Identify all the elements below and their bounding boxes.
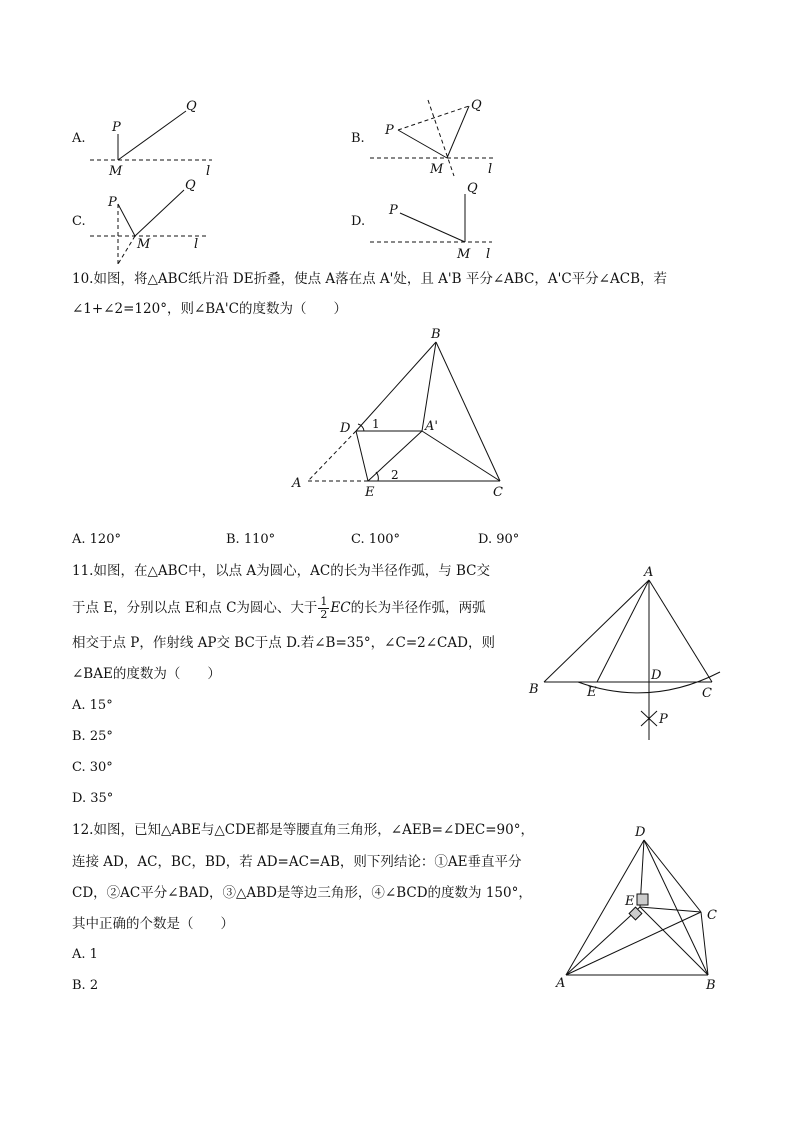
q11-text-line2a: 于点 E，分别以点 E和点 C为圆心、大于 (72, 600, 318, 616)
q10-d-label: D (340, 421, 351, 436)
q11-b-label: B (529, 682, 539, 697)
q9c-l-label: l (194, 237, 199, 252)
q9b-p-label: P (385, 123, 394, 138)
q9b-l-label: l (488, 162, 493, 177)
q9a-m-label: M (109, 164, 123, 179)
q11-d-label: D (651, 668, 662, 683)
q11-option-c[interactable]: C. 30° (72, 760, 113, 775)
q10-b-label: B (431, 327, 441, 342)
q10-a-label: A (292, 476, 302, 491)
q11-frac-num: 1 (320, 595, 328, 608)
q9d-q-label: Q (467, 181, 478, 196)
q9a-l-label: l (206, 164, 211, 179)
q10-text-line1: 10.如图，将△ABC纸片沿 DE折叠，使点 A落在点 A'处，且 A'B 平分∠ABC，A'C平分∠ACB，若 (72, 271, 667, 287)
q9d-m-label: M (457, 247, 471, 262)
q9-option-d-label: D. (351, 214, 366, 229)
q11-a-label: A (644, 565, 654, 580)
q11-option-d[interactable]: D. 35° (72, 791, 114, 806)
q9d-p-label: P (389, 203, 398, 218)
q9a-p-label: P (112, 120, 121, 135)
q12-option-a[interactable]: A. 1 (72, 947, 98, 962)
q12-text-line3: CD，②AC平分∠BAD，③△ABD是等边三角形，④∠BCD的度数为 150°， (72, 885, 532, 901)
q10-c-label: C (493, 485, 503, 500)
q10-option-c[interactable]: C. 100° (351, 532, 401, 547)
q12-c-label: C (707, 908, 717, 923)
q10-e-label: E (365, 485, 375, 500)
q10-a-prime-label: A' (425, 419, 438, 434)
q9a-q-label: Q (186, 99, 197, 114)
q12-text-line2: 连接 AD，AC，BC，BD，若 AD=AC=AB，则下列结论：①AE垂直平分 (72, 854, 522, 870)
q9c-p-label: P (108, 195, 117, 210)
q11-text-line4: ∠BAE的度数为（ ） (72, 666, 221, 682)
q10-angle2-label: 2 (391, 468, 399, 482)
q10-angle1-label: 1 (372, 417, 380, 431)
q10-option-b[interactable]: B. 110° (226, 532, 276, 547)
q12-option-b[interactable]: B. 2 (72, 978, 99, 993)
q12-b-label: B (706, 978, 716, 993)
q11-frac-den: 2 (320, 608, 328, 621)
q9-option-b-label: B. (351, 131, 365, 146)
q11-text-line3: 相交于点 P，作射线 AP交 BC于点 D.若∠B=35°，∠C=2∠CAD，则 (72, 635, 495, 651)
q11-text-line1: 11.如图，在△ABC中，以点 A为圆心，AC的长为半径作弧，与 BC交 (72, 563, 491, 579)
q9b-m-label: M (430, 162, 444, 177)
q12-d-label: D (635, 825, 646, 840)
q11-option-a[interactable]: A. 15° (72, 698, 113, 713)
q12-a-label: A (556, 976, 566, 991)
q9-option-c-label: C. (72, 214, 86, 229)
q11-e-label: E (587, 685, 597, 700)
q9c-m-label: M (137, 237, 151, 252)
q11-text-line2b: 的长为半径作弧，两弧 (350, 600, 486, 616)
q11-c-label: C (702, 686, 712, 701)
q11-option-b[interactable]: B. 25° (72, 729, 113, 744)
q12-e-label: E (625, 894, 635, 909)
q9c-q-label: Q (185, 178, 196, 193)
q12-text-line4: 其中正确的个数是（ ） (72, 916, 234, 932)
q9b-q-label: Q (471, 98, 482, 113)
q11-p-label: P (659, 712, 668, 727)
q10-option-d[interactable]: D. 90° (478, 532, 520, 547)
q11-frac-text: EC (330, 600, 351, 616)
q9d-l-label: l (486, 247, 491, 262)
q10-text-line2: ∠1+∠2=120°，则∠BA'C的度数为（ ） (72, 301, 347, 317)
q10-option-a[interactable]: A. 120° (72, 532, 121, 547)
q12-text-line1: 12.如图，已知△ABE与△CDE都是等腰直角三角形，∠AEB=∠DEC=90°， (72, 822, 534, 838)
q9-option-a-label: A. (72, 131, 86, 146)
